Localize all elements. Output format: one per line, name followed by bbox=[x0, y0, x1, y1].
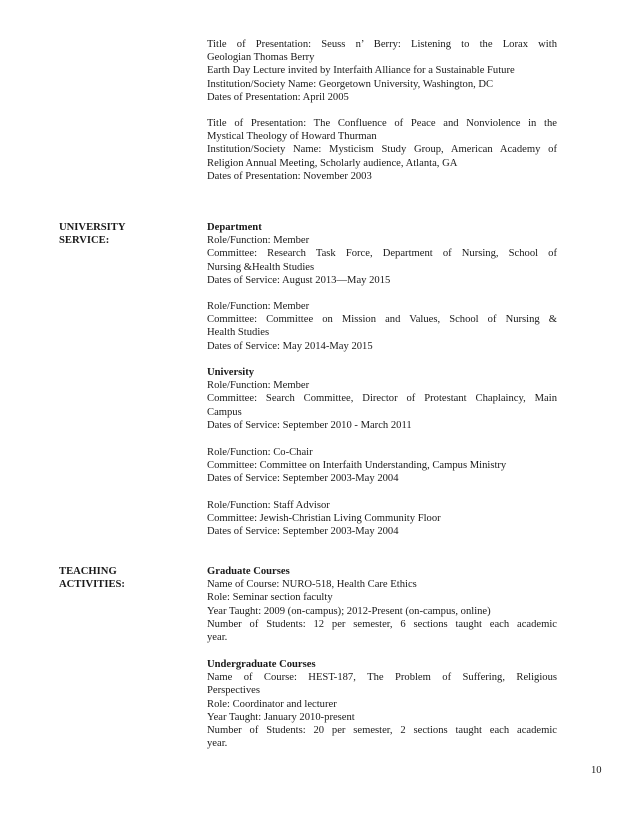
service-dates: Dates of Service: September 2003-May 2004 bbox=[207, 526, 399, 538]
number-of-students: Number of Students: 12 per semester, 6 sections taught each academic bbox=[207, 618, 557, 630]
role-function: Role/Function: Member bbox=[207, 380, 310, 392]
course-role: Role: Coordinator and lecturer bbox=[207, 698, 337, 710]
committee: Committee: Search Committee, Director of Protestant Chaplaincy, Main bbox=[207, 393, 557, 405]
number-of-students: year. bbox=[207, 632, 228, 644]
committee: Campus bbox=[207, 406, 242, 418]
service-dates: Dates of Service: September 2010 - March 2011 bbox=[207, 419, 412, 431]
role-function: Role/Function: Member bbox=[207, 235, 310, 247]
service-dates: Dates of Service: August 2013—May 2015 bbox=[207, 274, 391, 286]
page-number: 10 bbox=[591, 765, 602, 776]
department-service bbox=[207, 221, 557, 287]
service-dates: Dates of Service: May 2014-May 2015 bbox=[207, 340, 373, 352]
presentation-title: Mystical Theology of Howard Thurman bbox=[207, 131, 377, 143]
committee: Committee: Committee on Mission and Values, School of Nursing & bbox=[207, 314, 557, 326]
committee: Committee: Research Task Force, Department of Nursing, School of bbox=[207, 248, 557, 260]
course-name: Name of Course: NURO-518, Health Care Ethics bbox=[207, 579, 417, 591]
university-service bbox=[207, 446, 557, 486]
course-role: Role: Seminar section faculty bbox=[207, 592, 333, 604]
presentation-title: Title of Presentation: Seuss n’ Berry: Listening to the Lorax with bbox=[207, 39, 557, 50]
department-heading: Department bbox=[207, 222, 262, 233]
section-label-university-service: UNIVERSITY SERVICE: bbox=[59, 222, 126, 247]
presentation-title: Geologian Thomas Berry bbox=[207, 52, 315, 64]
presentation-note: Earth Day Lecture invited by Interfaith Alliance for a Sustainable Future bbox=[207, 65, 515, 77]
university-heading: University bbox=[207, 367, 255, 378]
course-name: Perspectives bbox=[207, 685, 260, 697]
presentation-institution: Institution/Society Name: Georgetown University, Washington, DC bbox=[207, 78, 494, 90]
presentation-entry bbox=[207, 117, 557, 183]
number-of-students: year. bbox=[207, 738, 228, 750]
undergraduate-courses bbox=[207, 658, 557, 750]
graduate-courses bbox=[207, 565, 557, 644]
service-dates: Dates of Service: September 2003-May 2004 bbox=[207, 473, 399, 485]
presentation-dates: Dates of Presentation: November 2003 bbox=[207, 170, 372, 182]
number-of-students: Number of Students: 20 per semester, 2 sections taught each academic bbox=[207, 725, 557, 737]
committee: Committee: Committee on Interfaith Understanding, Campus Ministry bbox=[207, 460, 507, 472]
role-function: Role/Function: Member bbox=[207, 301, 310, 312]
graduate-heading: Graduate Courses bbox=[207, 566, 290, 577]
year-taught: Year Taught: January 2010-present bbox=[207, 711, 355, 723]
presentation-dates: Dates of Presentation: April 2005 bbox=[207, 91, 349, 103]
course-name: Name of Course: HEST-187, The Problem of Suffering, Religious bbox=[207, 672, 557, 684]
undergraduate-heading: Undergraduate Courses bbox=[207, 659, 316, 670]
section-label-teaching-activities: TEACHING ACTIVITIES: bbox=[59, 566, 125, 591]
committee: Committee: Jewish-Christian Living Community Floor bbox=[207, 513, 441, 525]
university-service bbox=[207, 366, 557, 432]
role-function: Role/Function: Staff Advisor bbox=[207, 500, 330, 511]
presentation-institution: Institution/Society Name: Mysticism Study Group, American Academy of bbox=[207, 144, 557, 156]
presentation-institution: Religion Annual Meeting, Scholarly audience, Atlanta, GA bbox=[207, 157, 458, 169]
committee: Nursing &Health Studies bbox=[207, 261, 315, 273]
role-function: Role/Function: Co-Chair bbox=[207, 447, 313, 458]
committee: Health Studies bbox=[207, 327, 270, 339]
university-service bbox=[207, 499, 557, 539]
year-taught: Year Taught: 2009 (on-campus); 2012-Present (on-campus, online) bbox=[207, 605, 491, 617]
presentation-entry bbox=[207, 38, 557, 104]
presentation-title: Title of Presentation: The Confluence of Peace and Nonviolence in the bbox=[207, 118, 557, 129]
department-service bbox=[207, 300, 557, 353]
